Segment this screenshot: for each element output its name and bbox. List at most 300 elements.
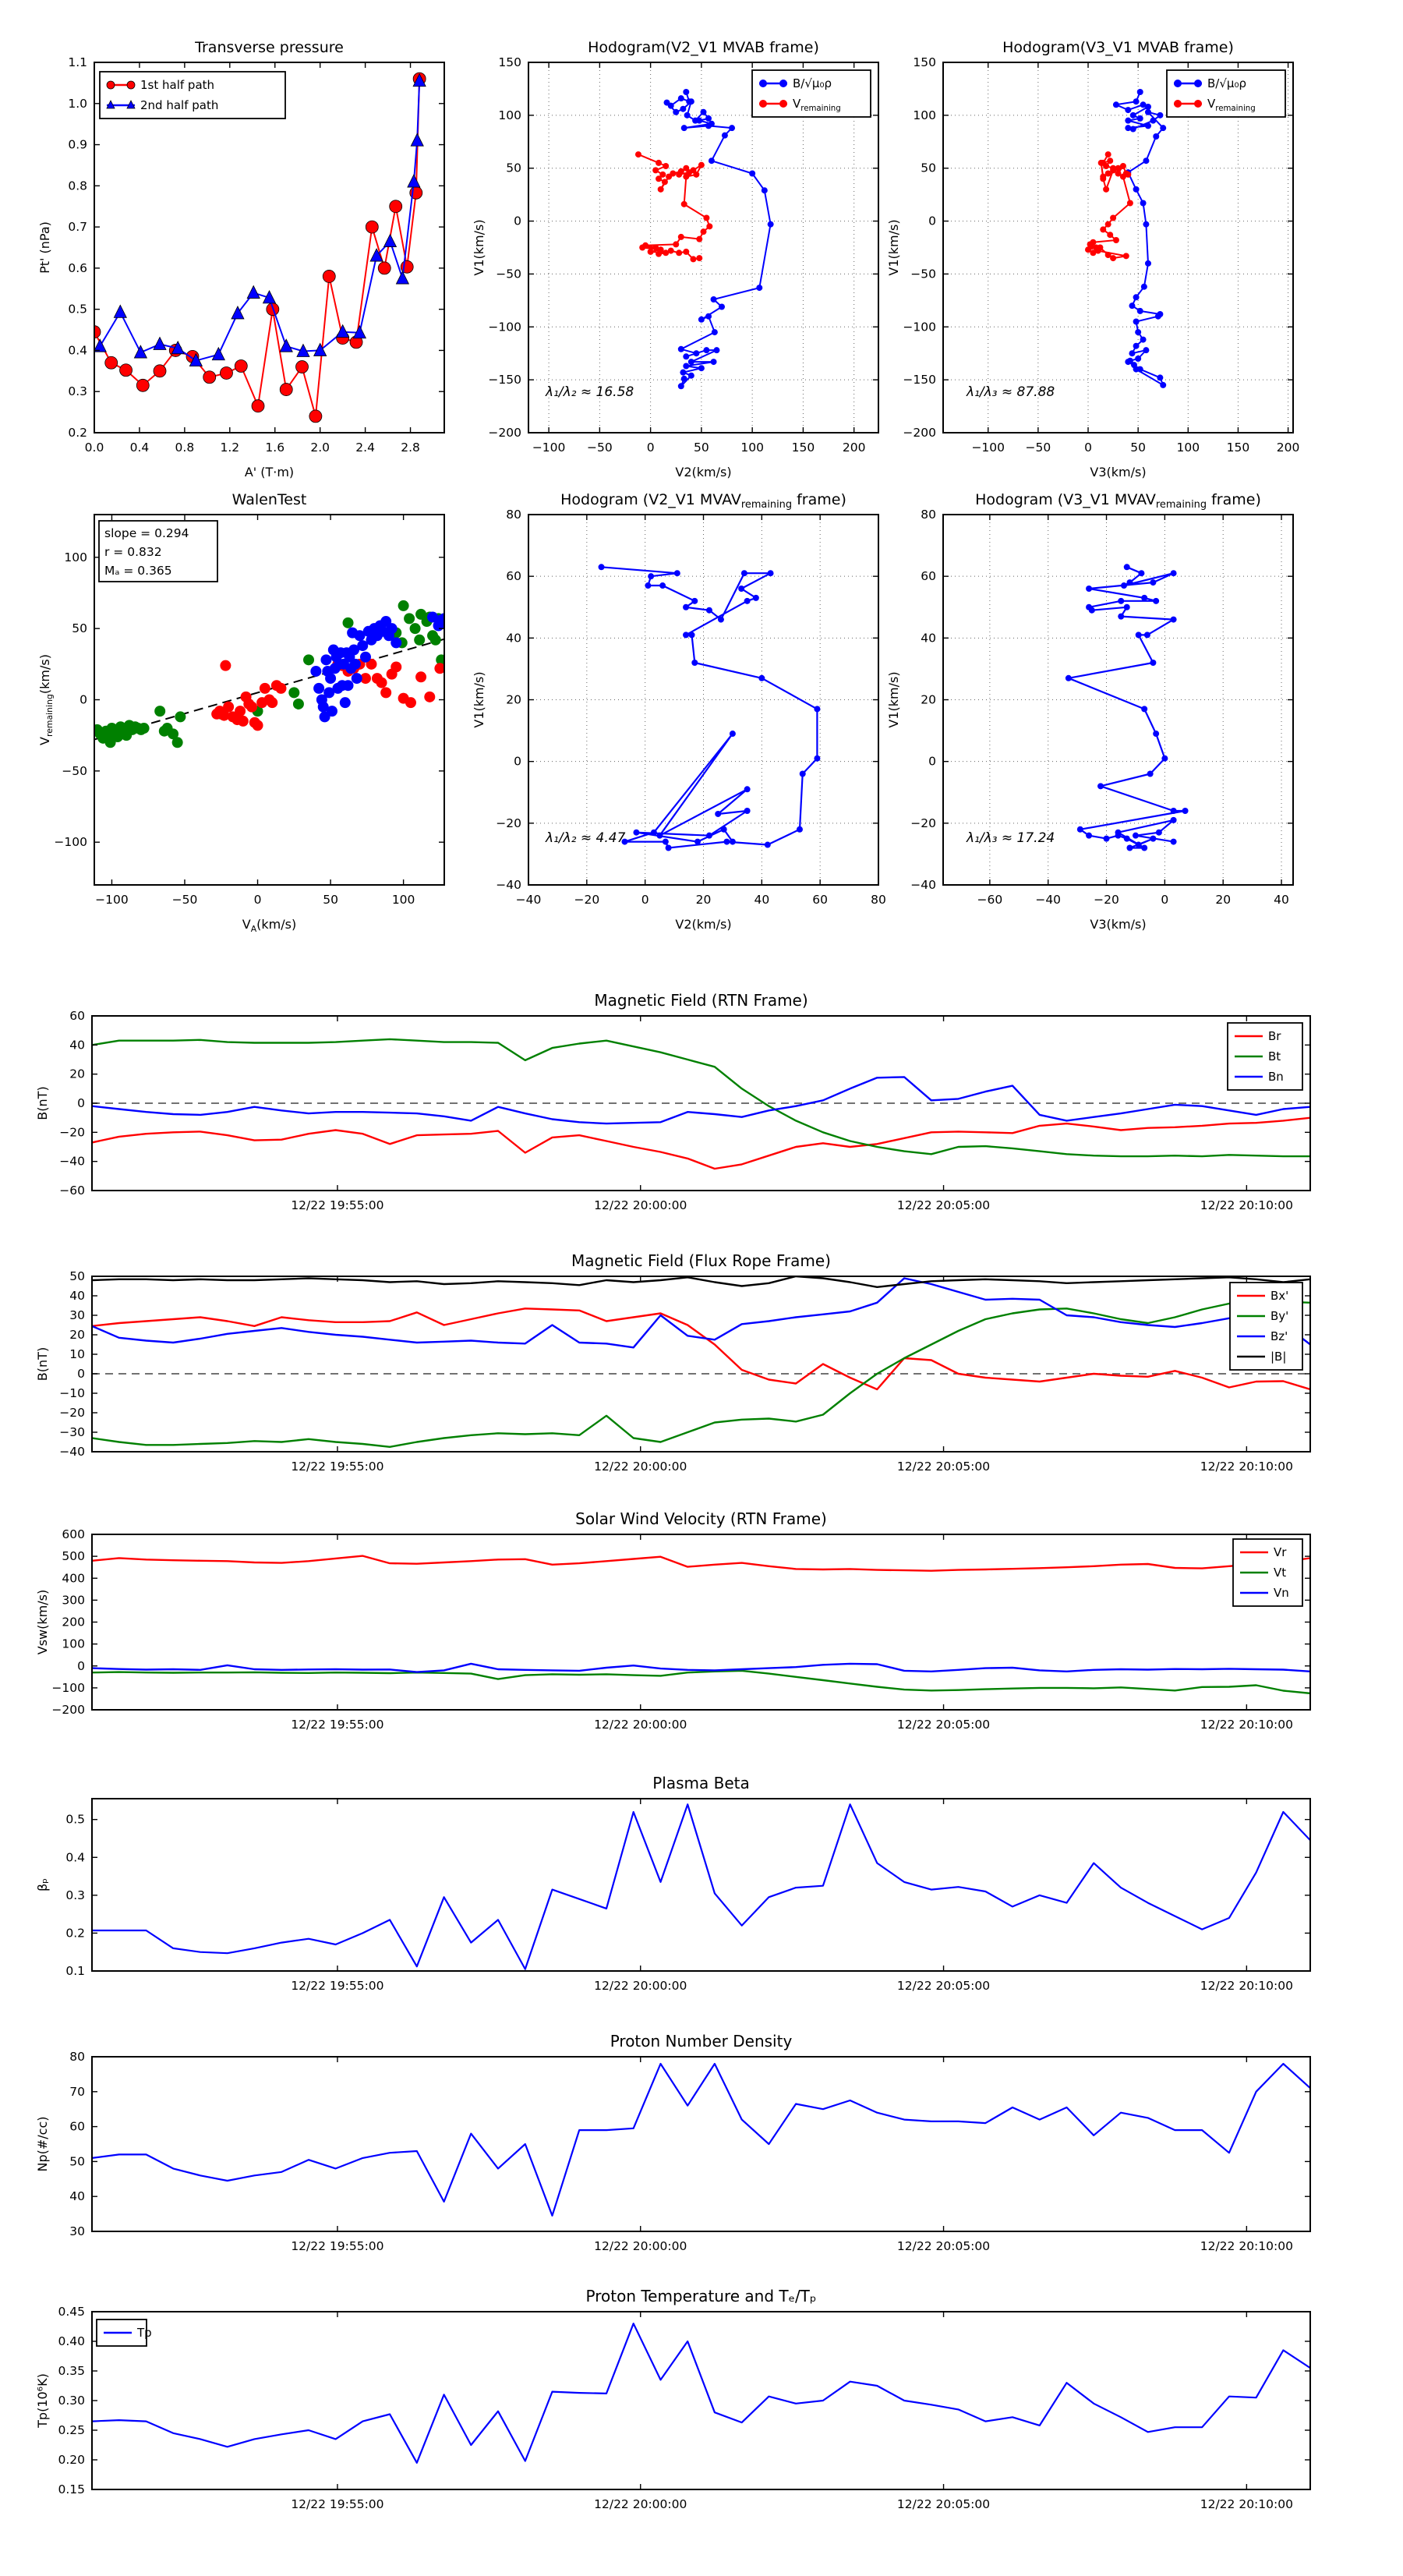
plot-area	[92, 1039, 1310, 1169]
y-tick-label: −20	[59, 1406, 85, 1420]
x-tick-label: −60	[977, 893, 1003, 907]
y-tick-label: 0	[514, 214, 521, 228]
dot-marker	[1143, 157, 1149, 164]
dot-marker	[683, 632, 689, 638]
dot-marker	[765, 842, 771, 848]
dot-marker	[1156, 830, 1162, 836]
y-tick-label: 80	[921, 508, 936, 522]
plot-area	[77, 600, 450, 748]
circle-marker	[293, 699, 304, 709]
dot-marker	[759, 100, 767, 108]
lambda-annotation: λ₁/λ₂ ≈ 4.47	[546, 830, 626, 846]
circle-marker	[203, 371, 216, 384]
circle-marker	[260, 683, 270, 694]
y-tick-label: 200	[62, 1615, 85, 1629]
circle-marker	[327, 706, 337, 717]
dot-marker	[706, 607, 712, 614]
dot-marker	[1194, 100, 1202, 108]
dot-marker	[1135, 329, 1141, 335]
circle-marker	[246, 702, 257, 713]
dot-marker	[674, 570, 680, 576]
plot-area	[92, 2323, 1310, 2463]
dot-marker	[1144, 632, 1150, 638]
axes-box	[92, 1276, 1310, 1452]
dot-marker	[1138, 570, 1144, 576]
dot-marker	[1113, 237, 1119, 243]
chart-title: WalenTest	[231, 491, 307, 508]
dot-marker	[656, 251, 662, 257]
x-tick-label: 200	[842, 441, 866, 455]
dot-marker	[688, 373, 694, 379]
x-tick-label: 12/22 20:10:00	[1200, 1979, 1293, 1993]
dot-marker	[779, 80, 787, 87]
axes-box	[92, 2057, 1310, 2231]
x-tick-label: 20	[1215, 893, 1232, 907]
y-tick-label: −200	[51, 1703, 85, 1717]
series-Vr	[92, 1556, 1310, 1571]
plot-area	[92, 1804, 1310, 1969]
legend	[1230, 1283, 1302, 1370]
series-beta	[92, 1804, 1310, 1969]
y-tick-label: 40	[69, 1289, 85, 1303]
circle-marker	[275, 683, 286, 694]
chart-title: Transverse pressure	[195, 39, 344, 56]
dot-marker	[701, 109, 707, 115]
circle-marker	[172, 737, 183, 748]
x-tick-label: 0	[253, 893, 262, 907]
dot-marker	[1089, 607, 1095, 614]
dot-marker	[718, 617, 724, 623]
y-tick-label: 0.45	[58, 2305, 85, 2319]
chart-walen-test	[37, 491, 450, 934]
y-tick-label: −50	[496, 267, 521, 281]
lambda-annotation: λ₁/λ₃ ≈ 87.88	[967, 384, 1055, 400]
chart-title: Magnetic Field (RTN Frame)	[594, 991, 808, 1010]
y-tick-label: 40	[69, 2189, 85, 2204]
dot-marker	[1130, 112, 1136, 119]
legend-label: Vt	[1274, 1566, 1287, 1580]
triangle-marker	[114, 305, 126, 317]
dot-marker	[1140, 200, 1147, 207]
dot-marker	[744, 598, 751, 604]
triangle-marker	[154, 338, 166, 350]
x-axis-label: V3(km/s)	[1090, 917, 1147, 932]
legend	[1228, 1023, 1302, 1090]
triangle-marker	[314, 343, 327, 356]
dot-marker	[1125, 107, 1131, 113]
y-tick-label: 0.6	[68, 260, 87, 275]
x-tick-label: 12/22 20:05:00	[896, 1198, 991, 1212]
dot-marker	[1133, 319, 1140, 325]
x-tick-label: −40	[1035, 893, 1062, 907]
markers-blue-points	[310, 612, 450, 723]
triangle-marker	[337, 325, 349, 338]
x-tick-label: 2.4	[355, 441, 375, 455]
dot-marker	[1145, 109, 1151, 115]
y-tick-label: 50	[72, 621, 87, 636]
dot-marker	[1153, 133, 1159, 140]
x-tick-label: 12/22 19:55:00	[291, 2497, 384, 2511]
legend	[97, 2319, 152, 2346]
dot-marker	[1123, 253, 1129, 259]
dot-marker	[1133, 294, 1140, 300]
dot-marker	[648, 573, 654, 579]
plot-area	[92, 1276, 1310, 1447]
y-tick-label: 60	[69, 1009, 85, 1023]
y-tick-label: −200	[903, 426, 936, 440]
series-Bt	[92, 1039, 1310, 1156]
x-tick-label: −100	[95, 893, 129, 907]
chart-title: Hodogram (V2_V1 $MVAV_{remaining}$ frame)	[560, 491, 846, 511]
y-tick-label: 0.3	[65, 1888, 85, 1902]
dot-marker	[1157, 112, 1163, 119]
x-tick-label: 0	[646, 441, 655, 455]
plot-area	[92, 2064, 1310, 2216]
x-tick-label: 50	[323, 893, 338, 907]
y-tick-label: 0.35	[58, 2364, 85, 2378]
dot-marker	[758, 675, 765, 681]
chart-transverse-pressure	[37, 39, 444, 479]
series-Br	[92, 1118, 1310, 1169]
dot-marker	[797, 826, 803, 833]
x-tick-label: 1.2	[220, 441, 240, 455]
x-tick-label: 0.0	[84, 441, 104, 455]
series-Np	[92, 2064, 1310, 2216]
y-tick-label: 0.25	[58, 2423, 85, 2437]
y-tick-label: 0.5	[68, 302, 87, 317]
y-axis-label: V1(km/s)	[472, 219, 486, 276]
legend-label: $V_{remaining}$	[793, 97, 841, 113]
legend-label: By'	[1270, 1309, 1289, 1323]
dot-marker	[1141, 284, 1147, 290]
dot-marker	[684, 112, 691, 119]
x-tick-label: 40	[754, 893, 770, 907]
legend	[1167, 70, 1285, 117]
x-axis-label: V2(km/s)	[675, 917, 732, 932]
x-tick-label: 0	[1084, 441, 1092, 455]
chart-vsw-rtn	[35, 1509, 1310, 1732]
dot-marker	[1105, 221, 1111, 228]
dot-marker	[663, 163, 669, 169]
dot-marker	[1140, 337, 1147, 343]
y-tick-label: 0	[80, 692, 87, 707]
chart-title: Hodogram (V3_V1 $MVAV_{remaining}$ frame)	[975, 491, 1261, 511]
dot-marker	[658, 186, 664, 193]
series-Bz'	[92, 1279, 1310, 1348]
y-tick-label: 80	[69, 2050, 85, 2064]
lambda-annotation: λ₁/λ₂ ≈ 16.58	[546, 384, 634, 400]
x-tick-label: 12/22 20:10:00	[1200, 1718, 1293, 1732]
dot-marker	[645, 582, 651, 589]
x-axis-label: $V_A(km/s)$	[242, 917, 297, 934]
y-tick-label: 70	[69, 2084, 85, 2099]
circle-marker	[391, 637, 401, 648]
dot-marker	[705, 313, 712, 320]
circle-marker	[253, 720, 263, 731]
dot-marker	[652, 167, 659, 173]
dot-marker	[1171, 817, 1177, 823]
x-tick-label: 50	[1130, 441, 1147, 455]
dot-marker	[1066, 675, 1072, 681]
circle-marker	[238, 716, 249, 727]
dot-marker	[723, 839, 730, 845]
x-tick-label: −40	[515, 893, 542, 907]
dot-marker	[768, 221, 774, 228]
dot-marker	[706, 223, 712, 229]
y-tick-label: 0.15	[58, 2482, 85, 2496]
dot-marker	[1110, 215, 1116, 221]
circle-marker	[223, 702, 234, 713]
y-axis-label: Tp(10⁶K)	[35, 2373, 50, 2428]
y-axis-label: $V_{remaining}(km/s)$	[37, 654, 55, 745]
dot-marker	[683, 353, 689, 359]
dot-marker	[1133, 343, 1140, 349]
dot-marker	[1143, 347, 1149, 353]
y-tick-label: 40	[921, 631, 936, 646]
dot-marker	[753, 595, 759, 601]
dot-marker	[1107, 232, 1113, 238]
dot-marker	[738, 586, 744, 592]
y-tick-label: −150	[903, 373, 936, 387]
dot-marker	[711, 359, 717, 365]
circle-marker	[424, 692, 435, 702]
dot-marker	[768, 570, 774, 576]
dot-marker	[1124, 836, 1130, 842]
circle-marker	[105, 356, 118, 369]
dot-marker	[759, 80, 767, 87]
y-tick-label: −100	[51, 1680, 85, 1695]
dot-marker	[1137, 89, 1143, 95]
dot-marker	[1115, 830, 1122, 836]
dot-marker	[1150, 118, 1156, 124]
circle-marker	[235, 706, 246, 717]
y-tick-label: −50	[62, 763, 87, 778]
y-tick-label: −60	[59, 1184, 85, 1198]
axes-box	[528, 62, 878, 433]
axes-box	[92, 1534, 1310, 1710]
y-tick-label: −10	[59, 1386, 85, 1400]
circle-marker	[340, 697, 351, 708]
y-tick-label: 80	[506, 508, 521, 522]
x-tick-label: 1.6	[265, 441, 285, 455]
plot-area	[92, 1556, 1310, 1693]
dot-marker	[1125, 118, 1131, 124]
dot-marker	[663, 839, 669, 845]
circle-marker	[280, 384, 292, 396]
dot-marker	[694, 839, 701, 845]
plot-area	[635, 89, 774, 389]
dot-marker	[703, 347, 709, 353]
x-tick-label: 0.8	[175, 441, 195, 455]
dot-marker	[1129, 303, 1135, 309]
dot-marker	[744, 808, 751, 814]
circle-marker	[310, 666, 321, 677]
y-tick-label: 0.40	[58, 2334, 85, 2348]
dot-marker	[1126, 579, 1133, 586]
stats-line: r = 0.832	[104, 545, 162, 559]
x-tick-label: 12/22 20:05:00	[896, 2497, 991, 2511]
lambda-annotation: λ₁/λ₃ ≈ 17.24	[967, 830, 1055, 846]
y-tick-label: 0.20	[58, 2453, 85, 2467]
x-tick-label: 12/22 19:55:00	[291, 2239, 384, 2253]
dot-marker	[696, 236, 702, 242]
dot-marker	[713, 347, 719, 353]
x-tick-label: 200	[1276, 441, 1300, 455]
circle-marker	[325, 673, 336, 684]
dot-marker	[1157, 374, 1163, 380]
x-tick-label: −100	[971, 441, 1005, 455]
x-tick-label: 12/22 20:00:00	[594, 2239, 687, 2253]
triangle-marker	[212, 348, 224, 360]
dot-marker	[1136, 842, 1142, 848]
x-tick-label: 12/22 20:00:00	[594, 1979, 687, 1993]
dot-marker	[1125, 359, 1131, 365]
dot-marker	[648, 249, 654, 255]
series-Vt	[92, 1671, 1310, 1693]
x-tick-label: 60	[812, 893, 829, 907]
series-Vn	[92, 1664, 1310, 1672]
dot-marker	[1137, 115, 1143, 122]
y-tick-label: −50	[910, 267, 936, 281]
y-tick-label: 0.9	[68, 137, 87, 152]
y-tick-label: 0.4	[68, 343, 87, 358]
dot-marker	[673, 241, 679, 247]
circle-marker	[352, 673, 362, 684]
y-tick-label: 1.1	[68, 55, 87, 69]
x-tick-label: 12/22 20:05:00	[896, 2239, 991, 2253]
dot-marker	[683, 604, 689, 610]
dot-marker	[715, 811, 721, 817]
circle-marker	[220, 660, 231, 671]
chart-title: Hodogram(V3_V1 MVAB frame)	[1002, 39, 1234, 56]
x-axis-label: V2(km/s)	[675, 465, 732, 479]
dot-marker	[1124, 564, 1130, 570]
legend-label: Br	[1268, 1029, 1281, 1043]
dot-marker	[1153, 598, 1159, 604]
y-axis-label: B(nT)	[35, 1346, 50, 1382]
dot-marker	[656, 160, 662, 166]
x-axis-label: V3(km/s)	[1090, 465, 1147, 479]
dot-marker	[712, 329, 718, 335]
x-tick-label: −50	[1025, 441, 1051, 455]
circle-marker	[430, 635, 441, 646]
y-tick-label: 20	[506, 692, 521, 707]
dot-marker	[693, 350, 699, 356]
circle-marker	[405, 697, 416, 708]
dot-marker	[1133, 833, 1139, 839]
dot-marker	[1171, 570, 1177, 576]
y-tick-label: 150	[498, 55, 521, 69]
y-axis-label: Np(#/cc)	[35, 2116, 50, 2172]
circle-marker	[154, 365, 166, 377]
x-tick-label: 40	[1274, 893, 1289, 907]
x-tick-label: 12/22 20:10:00	[1200, 1460, 1293, 1474]
dot-marker	[683, 174, 689, 180]
markers-V-path	[1066, 564, 1189, 851]
dot-marker	[698, 365, 705, 371]
circle-marker	[360, 652, 371, 663]
x-tick-label: 20	[695, 893, 712, 907]
dot-marker	[1141, 845, 1147, 851]
dot-marker	[744, 786, 751, 792]
legend-label: Bt	[1268, 1049, 1281, 1063]
chart-bfield-rtn	[35, 991, 1310, 1212]
y-tick-label: 0	[77, 1367, 85, 1381]
legend	[1233, 1539, 1302, 1606]
series-|B|	[92, 1276, 1310, 1287]
axes-box	[92, 1799, 1310, 1971]
legend-label: $V_{remaining}$	[1207, 97, 1256, 113]
y-tick-label: 10	[69, 1347, 85, 1361]
x-tick-label: 100	[391, 893, 415, 907]
dot-marker	[633, 830, 639, 836]
dot-marker	[1141, 595, 1147, 601]
x-tick-label: 12/22 20:00:00	[594, 1718, 687, 1732]
dot-marker	[1143, 221, 1149, 228]
dot-marker	[696, 118, 702, 124]
y-tick-label: 0.8	[68, 179, 87, 193]
chart-title: Solar Wind Velocity (RTN Frame)	[575, 1509, 827, 1528]
dot-marker	[1103, 186, 1109, 193]
dot-marker	[1150, 660, 1156, 666]
dot-marker	[1120, 163, 1126, 169]
y-tick-label: 30	[69, 1308, 85, 1322]
circle-marker	[303, 654, 314, 665]
y-tick-label: 0.3	[68, 384, 87, 399]
legend-label: Vr	[1274, 1545, 1287, 1559]
chart-hodogram-v2v1-mvav	[472, 491, 886, 932]
circle-marker	[309, 410, 322, 423]
dot-marker	[683, 89, 689, 95]
dot-marker	[662, 179, 668, 185]
circle-marker	[387, 623, 398, 634]
y-tick-label: −30	[59, 1425, 85, 1439]
dot-marker	[1098, 160, 1104, 166]
axes-box	[943, 62, 1293, 433]
y-tick-label: −40	[59, 1154, 85, 1169]
circle-marker	[390, 200, 402, 213]
chart-title: Proton Temperature and Tₑ/Tₚ	[585, 2287, 817, 2305]
dot-marker	[1120, 174, 1126, 180]
circle-marker	[415, 671, 426, 682]
legend-label: 2nd half path	[140, 98, 219, 112]
y-tick-label: 20	[69, 1067, 85, 1081]
dot-marker	[599, 564, 605, 570]
chart-hodogram-v3v1-mvab	[886, 39, 1299, 479]
circle-marker	[296, 361, 309, 373]
chart-proton-density	[35, 2032, 1310, 2253]
dot-marker	[651, 830, 657, 836]
x-tick-label: −20	[1094, 893, 1119, 907]
dot-marker	[705, 122, 712, 129]
dot-marker	[1086, 833, 1092, 839]
markers-1st half path	[88, 73, 426, 423]
dot-marker	[691, 660, 698, 666]
dot-marker	[1077, 826, 1083, 833]
circle-marker	[366, 221, 378, 233]
dot-marker	[1153, 731, 1159, 737]
dot-marker	[706, 833, 712, 839]
y-tick-label: −40	[496, 878, 521, 892]
x-tick-label: 12/22 20:10:00	[1200, 2497, 1293, 2511]
dot-marker	[1155, 313, 1161, 320]
dot-marker	[1100, 226, 1106, 232]
y-tick-label: 0	[928, 214, 936, 228]
dot-marker	[680, 106, 686, 112]
legend-label: 1st half path	[140, 78, 215, 92]
legend-label: Tp	[137, 2326, 152, 2340]
dot-marker	[635, 151, 641, 157]
